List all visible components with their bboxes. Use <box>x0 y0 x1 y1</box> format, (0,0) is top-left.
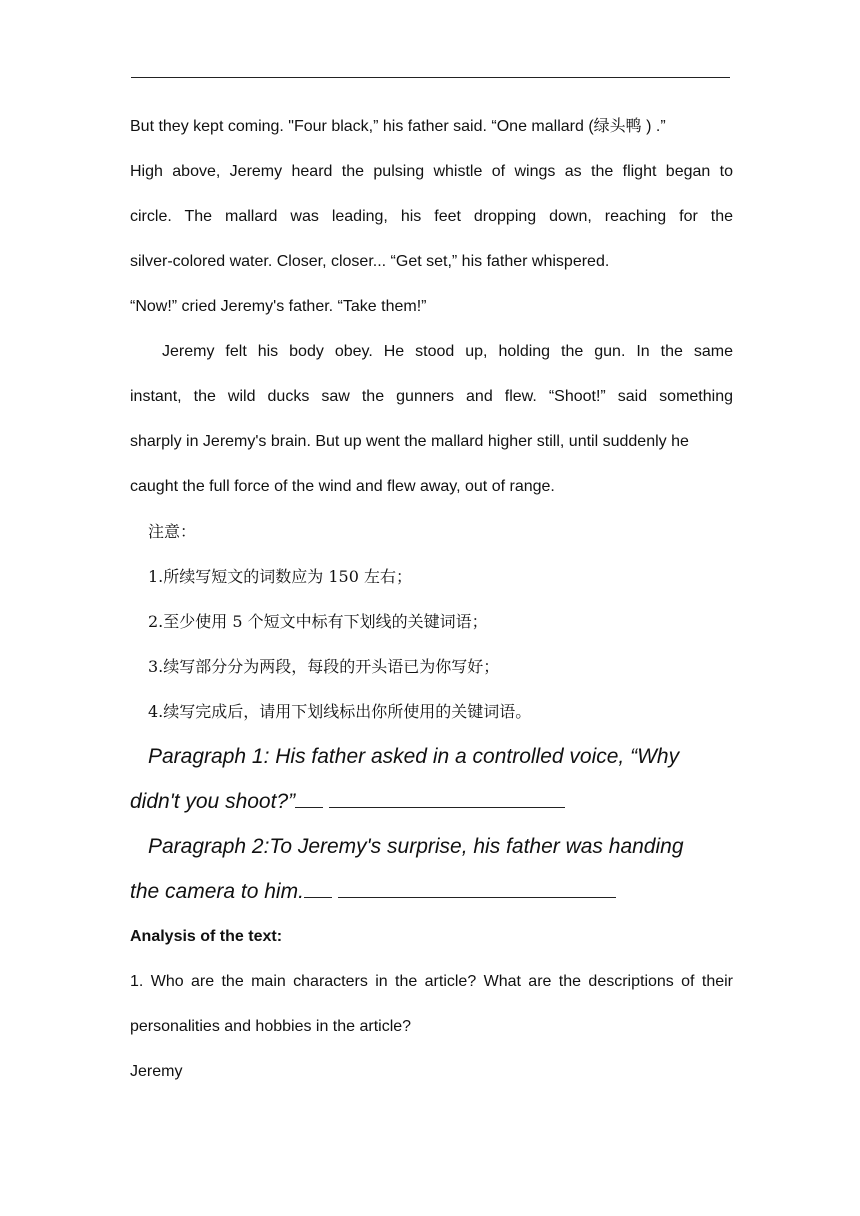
note-item-4: 4.续写完成后，请用下划线标出你所使用的关键词语。 <box>148 702 532 721</box>
paragraph-2-prompt: Paragraph 2:To Jeremy's surprise, his father was handing <box>148 835 684 858</box>
note-item-2: 2.至少使用 5 个短文中标有下划线的关键词语； <box>148 612 488 631</box>
passage-line-6: Jeremy felt his body obey. He stood up, holding the gun. In the same <box>162 343 733 360</box>
note-item-1: 1.所续写短文的词数应为 150 左右； <box>148 567 412 586</box>
passage-line-9: caught the full force of the wind and flew away, out of range. <box>130 478 555 495</box>
passage-line-7: instant, the wild ducks saw the gunners and flew. “Shoot!” said something <box>130 388 733 405</box>
paragraph-2-prompt-end: the camera to him. <box>130 880 304 903</box>
passage-line-2: High above, Jeremy heard the pulsing whistle of wings as the flight began to <box>130 163 733 180</box>
character-name: Jeremy <box>130 1063 183 1080</box>
answer-blank-long <box>338 883 616 898</box>
analysis-question-1-cont: personalities and hobbies in the article? <box>130 1018 412 1035</box>
answer-blank-short <box>295 793 323 808</box>
passage-line-8: sharply in Jeremy's brain. But up went the mallard higher still, until suddenly he <box>130 433 689 450</box>
paragraph-2-prompt-cont <box>130 869 733 914</box>
analysis-question-1: 1. Who are the main characters in the article? What are the descriptions of their <box>130 973 733 990</box>
note-item-3: 3.续写部分分为两段，每段的开头语已为你写好； <box>148 657 500 676</box>
passage-line-1: But they kept coming. "Four black,” his father said. “One mallard (绿头鸭 ) .” <box>130 118 666 135</box>
analysis-heading: Analysis of the text: <box>130 928 283 945</box>
answer-blank-short <box>304 883 332 898</box>
paragraph-1-prompt: Paragraph 1: His father asked in a controlled voice, “Why <box>148 745 680 768</box>
header-rule <box>131 77 730 78</box>
notes-heading: 注意： <box>148 522 197 541</box>
passage-line-4: silver-colored water. Closer, closer... “Get set,” his father whispered. <box>130 253 610 270</box>
answer-blank-long <box>329 793 565 808</box>
passage-line-5: “Now!” cried Jeremy's father. “Take them!” <box>130 298 427 315</box>
document-content <box>130 104 733 1094</box>
paragraph-1-prompt-cont <box>130 779 733 824</box>
passage-line-3: circle. The mallard was leading, his feet dropping down, reaching for the <box>130 208 733 225</box>
paragraph-1-prompt-end: didn't you shoot?” <box>130 790 296 813</box>
